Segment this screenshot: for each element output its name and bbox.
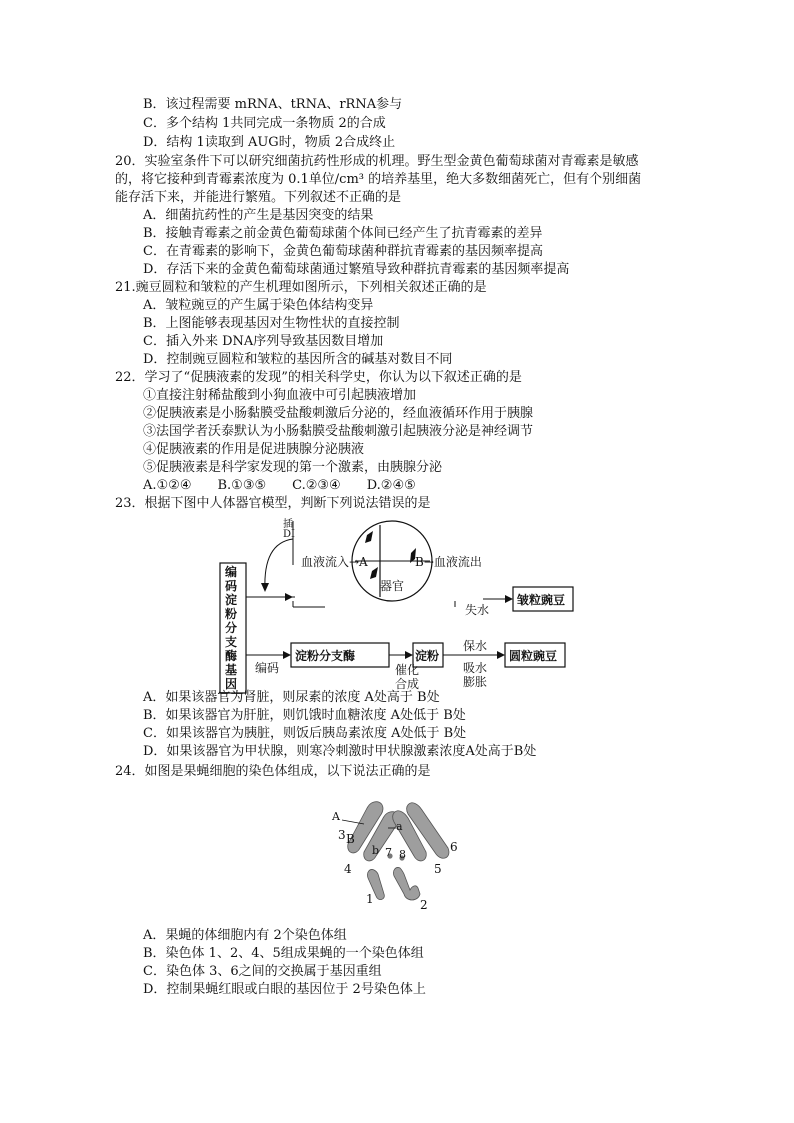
- figure-24-chromosomes: [330, 798, 470, 916]
- q21-option-b: B．上图能够表现基因对生物性状的直接控制: [143, 316, 400, 331]
- chromosome-7-label: 7: [385, 846, 392, 859]
- q20-option-d: D．存活下来的金黄色葡萄球菌通过繁殖导致种群抗青霉素的基因频率提高: [143, 262, 570, 277]
- q24-option-b: B．染色体 1、2、4、5组成果蝇的一个染色体组: [143, 946, 424, 961]
- figure-23: [215, 515, 595, 690]
- q23-option-c: C．如果该器官为胰脏，则饭后胰岛素浓度 A处低于 B处: [143, 726, 467, 741]
- chromosome-3-label: 3: [338, 828, 346, 842]
- starch-enzyme-label: 淀粉分支酶: [295, 649, 356, 663]
- chromosome-4-label: 4: [344, 862, 352, 876]
- q24-option-a: A．果蝇的体细胞内有 2个染色体组: [143, 928, 347, 943]
- gene-A-label: A: [332, 810, 340, 823]
- absorb-water-label: 吸水: [463, 661, 488, 675]
- gene-b-label: b: [372, 844, 380, 857]
- fragment-insert: 插: [283, 519, 293, 530]
- fragment-dna: DI: [283, 529, 295, 540]
- keep-water-label: 保水: [463, 639, 488, 653]
- q21-option-d: D．控制豌豆圆粒和皱粒的基因所含的碱基对数目不同: [143, 352, 453, 367]
- chromosome-2-label: 2: [420, 898, 428, 912]
- starch-label: 淀粉: [415, 649, 440, 663]
- q22-statement-2: ②促胰液素是小肠黏膜受盐酸刺激后分泌的，经血液循环作用于胰腺: [143, 406, 534, 421]
- lose-water-label: 失水: [465, 603, 490, 617]
- q24-option-d: D．控制果蝇红眼或白眼的基因位于 2号染色体上: [143, 982, 426, 997]
- encode-label: 编码: [255, 661, 280, 675]
- q20-stem-line1: 20．实验室条件下可以研究细菌抗药性形成的机理。野生型金黄色葡萄球菌对青霉素是敏感: [115, 154, 639, 169]
- q19-option-d: D．结构 1读取到 AUG时，物质 2合成终止: [143, 135, 396, 150]
- q21-stem: 21.豌豆圆粒和皱粒的产生机理如图所示，下列相关叙述正确的是: [115, 280, 487, 295]
- wrinkled-pea-label: 皱粒豌豆: [517, 593, 566, 607]
- q22-stem: 22．学习了“促胰液素的发现”的相关科学史，你认为以下叙述正确的是: [115, 370, 522, 385]
- q19-option-b: B．该过程需要 mRNA、tRNA、rRNA参与: [143, 97, 403, 112]
- chromosome-1-label: 1: [366, 892, 374, 906]
- q20-stem-line2: 的，将它接种到青霉素浓度为 0.1单位/cm³ 的培养基里，绝大多数细菌死亡，但有个别细菌: [115, 172, 642, 187]
- q22-choices: A.①②④ B.①③⑤ C.②③④ D.②④⑤: [143, 478, 416, 493]
- synthesis-label: 合成: [395, 677, 420, 691]
- catalyze-label: 催化: [395, 663, 420, 677]
- q23-option-d: D．如果该器官为甲状腺，则寒冷刺激时甲状腺激素浓度A处高于B处: [143, 744, 537, 759]
- blood-in-label: 血液流入→A: [301, 555, 368, 569]
- q24-option-c: C．染色体 3、6之间的交换属于基因重组: [143, 964, 382, 979]
- gene-box-label: 编码淀粉分支酶基因: [225, 565, 238, 691]
- q24-stem: 24．如图是果蝇细胞的染色体组成，以下说法正确的是: [115, 764, 431, 779]
- q20-option-b: B．接触青霉素之前金黄色葡萄球菌个体间已经产生了抗青霉素的差异: [143, 226, 543, 241]
- q22-statement-5: ⑤促胰液素是科学家发现的第一个激素，由胰腺分泌: [143, 460, 443, 475]
- q21-option-c: C．插入外来 DNA序列导致基因数目增加: [143, 334, 384, 349]
- organ-label: 器官: [380, 579, 405, 593]
- q22-statement-1: ①直接注射稀盐酸到小狗血液中可引起胰液增加: [143, 388, 417, 403]
- swell-label: 膨胀: [463, 675, 488, 689]
- chromosome-8-label: 8: [399, 848, 406, 861]
- q21-option-a: A．皱粒豌豆的产生属于染色体结构变异: [143, 298, 374, 313]
- gene-a-label: a: [396, 820, 403, 833]
- q20-option-a: A．细菌抗药性的产生是基因突变的结果: [143, 208, 374, 223]
- q20-option-c: C．在青霉素的影响下，金黄色葡萄球菌种群抗青霉素的基因频率提高: [143, 244, 543, 259]
- blood-out-label: B→血液流出: [415, 555, 482, 569]
- chromosome-6-label: 6: [450, 840, 458, 854]
- q22-statement-3: ③法国学者沃泰默认为小肠黏膜受盐酸刺激引起胰液分泌是神经调节: [143, 424, 534, 439]
- q22-statement-4: ④促胰液素的作用是促进胰腺分泌胰液: [143, 442, 365, 457]
- q23-option-a: A．如果该器官为肾脏，则尿素的浓度 A处高于 B处: [143, 690, 440, 705]
- q23-stem: 23．根据下图中人体器官模型，判断下列说法错误的是: [115, 496, 431, 511]
- q19-option-c: C．多个结构 1共同完成一条物质 2的合成: [143, 116, 386, 131]
- q23-option-b: B．如果该器官为肝脏，则饥饿时血糖浓度 A处低于 B处: [143, 708, 466, 723]
- chromosome-5-label: 5: [434, 862, 442, 876]
- round-pea-label: 圆粒豌豆: [509, 649, 558, 663]
- q20-stem-line3: 能存活下来，并能进行繁殖。下列叙述不正确的是: [115, 190, 402, 205]
- gene-B-label: B: [346, 832, 355, 846]
